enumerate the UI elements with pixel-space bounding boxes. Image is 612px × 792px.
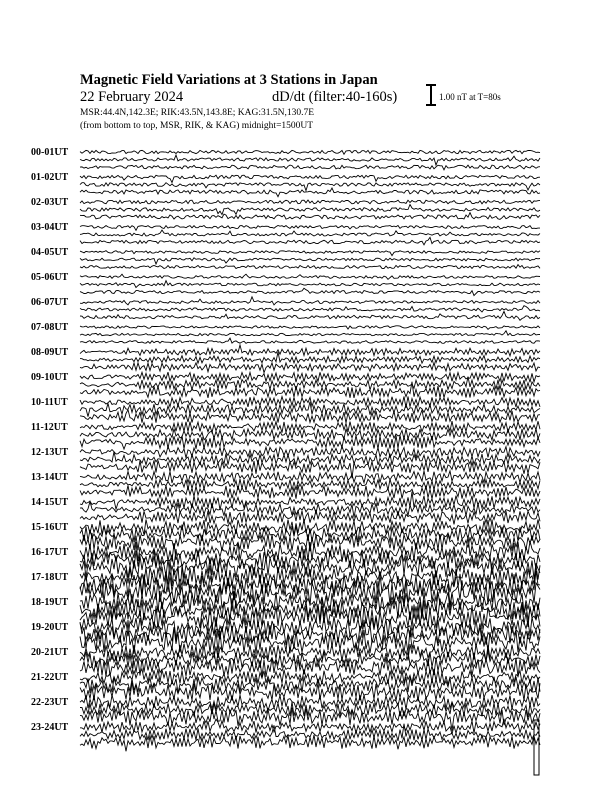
trace-05-06UT-RIK xyxy=(80,281,540,288)
chart-date: 22 February 2024 xyxy=(80,89,184,105)
trace-00-01UT-RIK xyxy=(80,155,540,165)
trace-06-07UT-KAG xyxy=(80,311,540,320)
trace-07-08UT-KAG xyxy=(80,338,540,343)
hour-label-00-01UT: 00-01UT xyxy=(31,147,69,158)
trace-00-01UT-KAG xyxy=(80,165,540,170)
trace-08-09UT-MSR xyxy=(80,345,540,356)
hour-label-21-22UT: 21-22UT xyxy=(31,672,69,683)
hour-label-18-19UT: 18-19UT xyxy=(31,597,69,608)
trace-01-02UT-KAG xyxy=(80,188,540,197)
hour-label-16-17UT: 16-17UT xyxy=(31,547,69,558)
hour-label-08-09UT: 08-09UT xyxy=(31,347,69,358)
trace-22-23UT-MSR xyxy=(80,695,540,711)
trace-02-03UT-RIK xyxy=(80,205,540,215)
hour-label-17-18UT: 17-18UT xyxy=(31,572,69,583)
trace-08-09UT-RIK xyxy=(80,352,540,363)
trace-07-08UT-RIK xyxy=(80,331,540,336)
trace-02-03UT-KAG xyxy=(80,213,540,220)
hour-label-07-08UT: 07-08UT xyxy=(31,322,69,333)
trace-06-07UT-RIK xyxy=(80,306,540,312)
trace-13-14UT-RIK xyxy=(80,479,540,491)
trace-09-10UT-MSR xyxy=(80,372,540,382)
trace-03-04UT-MSR xyxy=(80,226,540,231)
hour-label-06-07UT: 06-07UT xyxy=(31,297,69,308)
trace-14-15UT-RIK xyxy=(80,502,540,518)
trace-04-05UT-RIK xyxy=(80,258,540,264)
hour-label-10-11UT: 10-11UT xyxy=(31,397,68,408)
hour-label-19-20UT: 19-20UT xyxy=(31,622,69,633)
trace-02-03UT-MSR xyxy=(80,200,540,204)
station-order-note: (from bottom to top, MSR, RIK, & KAG) midnight=1500UT xyxy=(80,121,314,131)
trace-08-09UT-KAG xyxy=(80,363,540,373)
trace-05-06UT-MSR xyxy=(80,274,540,279)
chart-title: Magnetic Field Variations at 3 Stations in Japan xyxy=(80,72,378,88)
hour-label-04-05UT: 04-05UT xyxy=(31,247,69,258)
hour-label-14-15UT: 14-15UT xyxy=(31,497,69,508)
hour-label-13-14UT: 13-14UT xyxy=(31,472,69,483)
hour-label-12-13UT: 12-13UT xyxy=(31,447,69,458)
hour-label-05-06UT: 05-06UT xyxy=(31,272,69,283)
trace-13-14UT-KAG xyxy=(80,485,540,499)
hour-label-20-21UT: 20-21UT xyxy=(31,647,69,658)
trace-06-07UT-MSR xyxy=(80,297,540,305)
station-coordinates: MSR:44.4N,142.3E; RIK:43.5N,143.8E; KAG:31.5N,130.7E xyxy=(80,108,315,118)
trace-04-05UT-KAG xyxy=(80,265,540,269)
hour-label-03-04UT: 03-04UT xyxy=(31,222,69,233)
trace-09-10UT-RIK xyxy=(80,377,540,390)
trace-03-04UT-RIK xyxy=(80,230,540,236)
hour-label-11-12UT: 11-12UT xyxy=(31,422,68,433)
trace-04-05UT-MSR xyxy=(80,251,540,256)
hour-label-09-10UT: 09-10UT xyxy=(31,372,69,383)
chart-filter-type: dD/dt (filter:40-160s) xyxy=(272,89,398,105)
trace-05-06UT-KAG xyxy=(80,288,540,295)
trace-01-02UT-RIK xyxy=(80,183,540,191)
hour-label-22-23UT: 22-23UT xyxy=(31,697,69,708)
trace-00-01UT-MSR xyxy=(80,150,540,154)
trace-23-24UT-MSR xyxy=(80,719,540,735)
trace-11-12UT-RIK xyxy=(80,429,540,441)
trace-01-02UT-MSR xyxy=(80,175,540,182)
hour-label-15-16UT: 15-16UT xyxy=(31,522,69,533)
trace-12-13UT-MSR xyxy=(80,446,540,458)
hour-label-02-03UT: 02-03UT xyxy=(31,197,69,208)
trace-11-12UT-KAG xyxy=(80,435,540,449)
trace-03-04UT-KAG xyxy=(80,237,540,244)
trace-07-08UT-MSR xyxy=(80,326,540,330)
hour-label-23-24UT: 23-24UT xyxy=(31,722,69,733)
scale-label: 1.00 nT at T=80s xyxy=(439,92,501,102)
hour-label-01-02UT: 01-02UT xyxy=(31,172,69,183)
trace-14-15UT-MSR xyxy=(80,492,540,511)
